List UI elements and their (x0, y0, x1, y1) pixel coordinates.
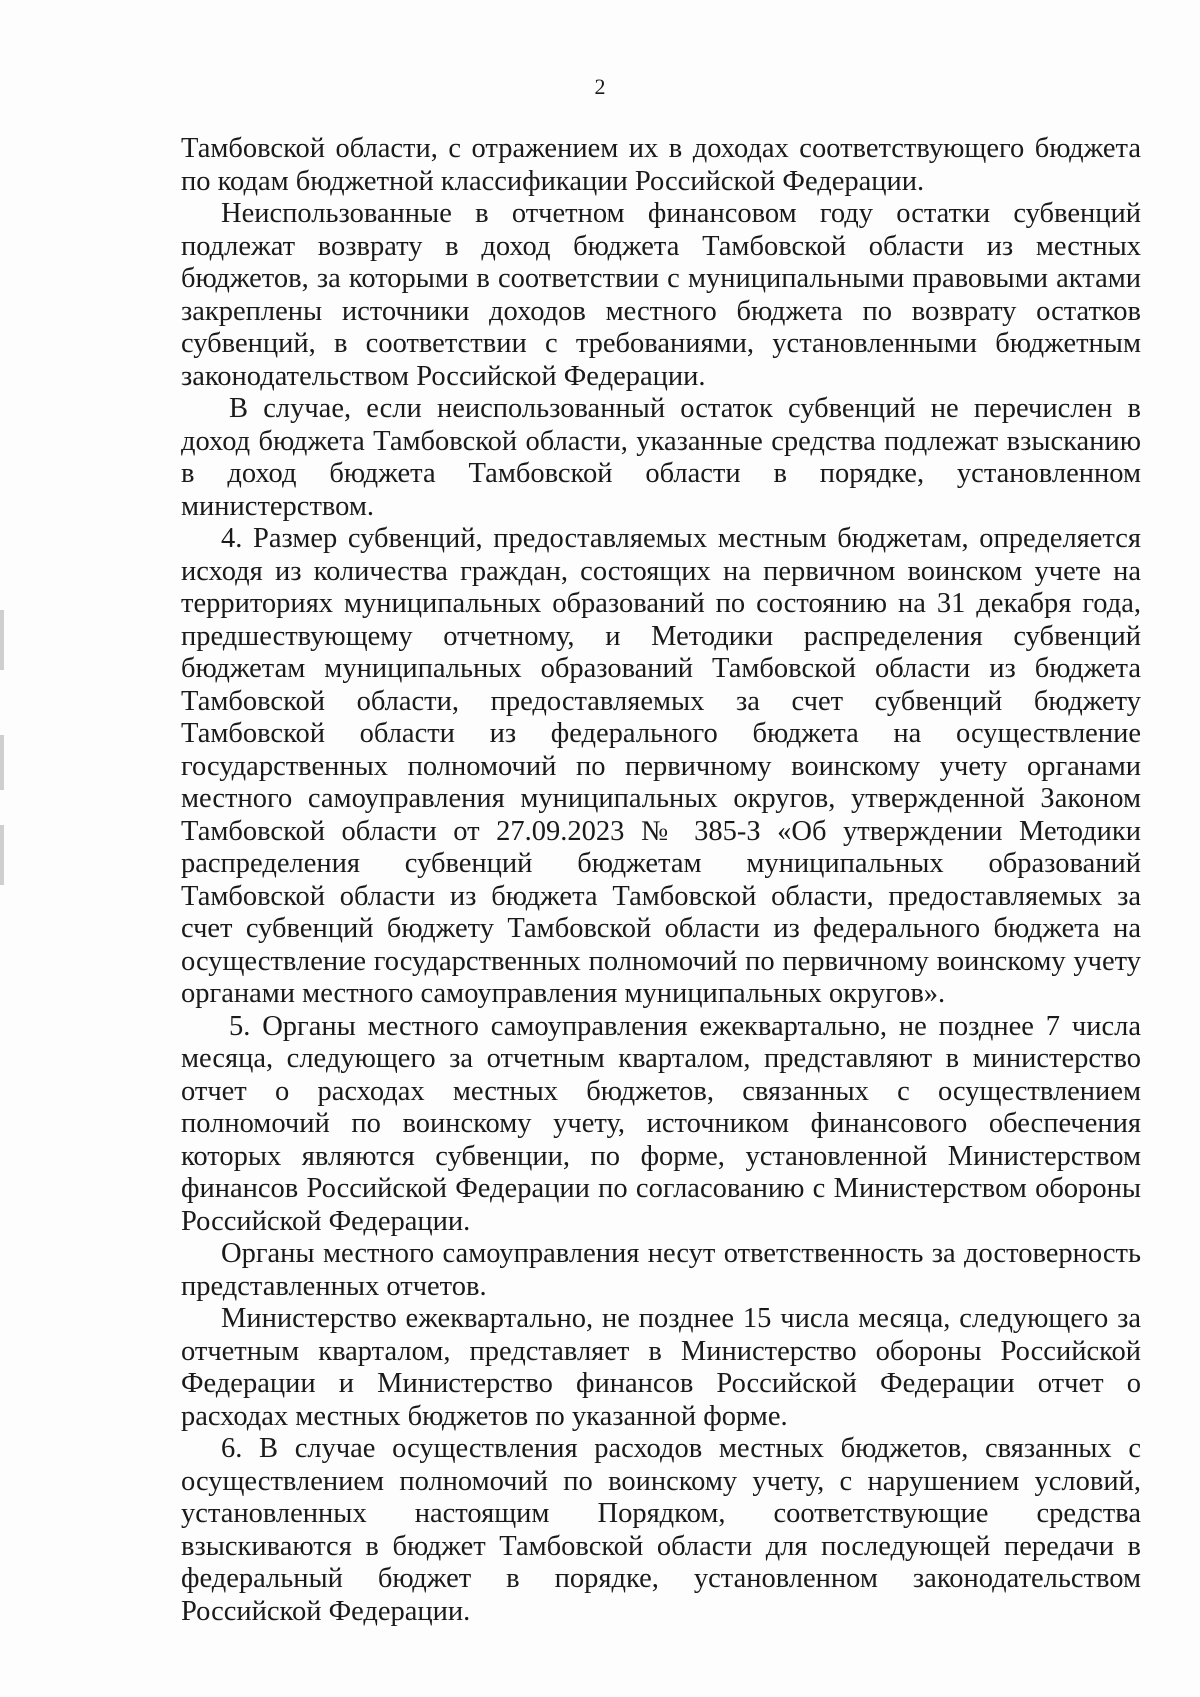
paragraph-responsibility: Органы местного самоуправления несут ответственность за достоверность представленных отчетов. (181, 1238, 1141, 1302)
paragraph-item-4: 4. Размер субвенций, предоставляемых местным бюджетам, определяется исходя из количества граждан, состоящих на первичном воинском учете на территориях муниципальных образований по состоянию на 31 декабря года, предшествующему отчетному, и Методики распределения субвенций бюджетам муниципальных образований Тамбовской области из бюджета Тамбовской области, предоставляемых за счет субвенций бюджету Тамбовской области из федерального бюджета на осуществление государственных полномочий по первичному воинскому учету органами местного самоуправления муниципальных округов, утвержденной Законом Тамбовской области от 27.09.2023 № 385-З «Об утверждении Методики распределения субвенций бюджетам муниципальных образований Тамбовской области из бюджета Тамбовской области, предоставляемых за счет субвенций бюджету Тамбовской области из федерального бюджета на осуществление государственных полномочий по первичному воинскому учету органами местного самоуправления муниципальных округов». (181, 523, 1141, 1009)
paragraph-item-6: 6. В случае осуществления расходов местных бюджетов, связанных с осуществлением полномочий по воинскому учету, с нарушением условий, установленных настоящим Порядком, соответствующие средства взыскиваются в бюджет Тамбовской области для последующей передачи в федеральный бюджет в порядке, установленном законодательством Российской Федерации. (181, 1433, 1141, 1627)
scan-edge-mark (0, 825, 4, 885)
scan-edge-mark (0, 735, 4, 790)
scan-edge-mark (0, 610, 4, 670)
paragraph-recovery: В случае, если неиспользованный остаток субвенций не перечислен в доход бюджета Тамбовской области, указанные средства подлежат взысканию в доход бюджета Тамбовской области в порядке, установленном министерством. (181, 393, 1141, 522)
document-body (181, 133, 1141, 1628)
paragraph-item-5: 5. Органы местного самоуправления ежеквартально, не позднее 7 числа месяца, следующего за отчетным кварталом, представляют в министерство отчет о расходах местных бюджетов, связанных с осуществлением полномочий по воинскому учету, источником финансового обеспечения которых являются субвенции, по форме, установленной Министерством финансов Российской Федерации по согласованию с Министерством обороны Российской Федерации. (181, 1010, 1141, 1237)
paragraph-ministry-report: Министерство ежеквартально, не позднее 15 числа месяца, следующего за отчетным кварталом, представляет в Министерство обороны Российской Федерации и Министерство финансов Российской Федерации отчет о расходах местных бюджетов по указанной форме. (181, 1303, 1141, 1432)
paragraph-unused-balances: Неиспользованные в отчетном финансовом году остатки субвенций подлежат возврату в доход бюджета Тамбовской области из местных бюджетов, за которыми в соответствии с муниципальными правовыми актами закреплены источники доходов местного бюджета по возврату остатков субвенций, в соответствии с требованиями, установленными бюджетным законодательством Российской Федерации. (181, 198, 1141, 392)
paragraph-continuation: Тамбовской области, с отражением их в доходах соответствующего бюджета по кодам бюджетной классификации Российской Федерации. (181, 133, 1141, 197)
page-number: 2 (594, 74, 606, 99)
